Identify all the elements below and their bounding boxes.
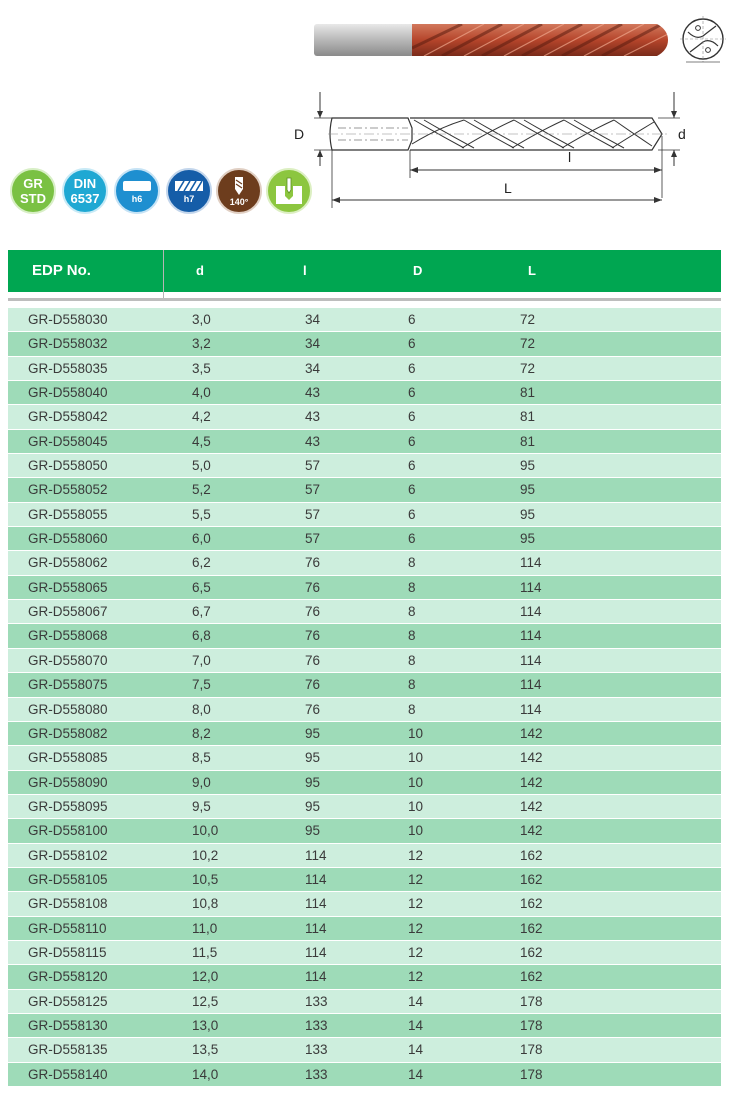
table-row <box>8 357 721 381</box>
cell-edp: GR-D558120 <box>28 969 108 985</box>
cell-l: 133 <box>305 1066 328 1082</box>
cell-L: 81 <box>520 385 536 401</box>
table-row <box>8 844 721 868</box>
cell-l: 95 <box>305 774 321 790</box>
table-body <box>8 308 721 1087</box>
cell-D: 8 <box>408 555 416 571</box>
cell-edp: GR-D558082 <box>28 725 108 741</box>
table-row <box>8 381 721 405</box>
h7-label: h7 <box>183 193 195 204</box>
cell-d: 4,5 <box>192 433 211 449</box>
cell-d: 5,2 <box>192 482 211 498</box>
cell-edp: GR-D558140 <box>28 1066 108 1082</box>
cell-d: 7,5 <box>192 677 211 693</box>
cell-L: 81 <box>520 433 536 449</box>
cell-edp: GR-D558105 <box>28 871 108 887</box>
cell-l: 57 <box>305 506 321 522</box>
cell-D: 10 <box>408 798 424 814</box>
cell-L: 95 <box>520 482 536 498</box>
cell-edp: GR-D558032 <box>28 336 108 352</box>
cell-L: 81 <box>520 409 536 425</box>
column-header-l: l <box>303 263 307 278</box>
cell-L: 142 <box>520 823 543 839</box>
cell-D: 6 <box>408 312 416 327</box>
cell-L: 178 <box>520 1066 543 1082</box>
drill-end-view-icon <box>678 14 728 66</box>
cell-D: 14 <box>408 1066 424 1082</box>
table-row <box>8 917 721 941</box>
cell-D: 6 <box>408 458 416 474</box>
cell-L: 162 <box>520 920 543 936</box>
din-line1: DIN <box>73 176 97 191</box>
shank-tolerance-h6-icon <box>114 168 160 214</box>
cell-l: 34 <box>305 336 321 352</box>
cell-L: 142 <box>520 725 543 741</box>
cell-l: 133 <box>305 1042 328 1058</box>
cell-D: 12 <box>408 896 424 912</box>
cell-l: 34 <box>305 312 321 327</box>
cell-l: 76 <box>305 701 321 717</box>
cell-D: 8 <box>408 604 416 620</box>
table-row <box>8 332 721 356</box>
table-row <box>8 576 721 600</box>
cell-d: 6,5 <box>192 579 211 595</box>
cell-D: 6 <box>408 360 416 376</box>
cell-edp: GR-D558110 <box>28 920 107 936</box>
cell-D: 10 <box>408 750 424 766</box>
cell-edp: GR-D558068 <box>28 628 108 644</box>
cell-edp: GR-D558052 <box>28 482 108 498</box>
table-row <box>8 722 721 746</box>
cell-edp: GR-D558040 <box>28 385 108 401</box>
cell-l: 43 <box>305 409 321 425</box>
table-row <box>8 698 721 722</box>
cell-L: 162 <box>520 944 543 960</box>
cell-d: 6,2 <box>192 555 211 571</box>
cell-edp: GR-D558100 <box>28 823 108 839</box>
cell-L: 114 <box>520 677 542 693</box>
dimension-label-d: d <box>678 126 686 142</box>
cell-d: 8,0 <box>192 701 211 717</box>
cell-l: 43 <box>305 433 321 449</box>
cell-D: 10 <box>408 725 424 741</box>
cell-d: 10,5 <box>192 871 219 887</box>
cell-L: 162 <box>520 969 543 985</box>
cell-d: 9,0 <box>192 774 211 790</box>
cell-edp: GR-D558042 <box>28 409 108 425</box>
fluted-body-shape-icon <box>174 179 204 193</box>
header-rule <box>8 298 721 301</box>
cell-edp: GR-D558125 <box>28 993 108 1009</box>
gr-std-badge-icon <box>10 168 56 214</box>
cell-L: 162 <box>520 871 543 887</box>
cell-d: 4,2 <box>192 409 211 425</box>
cell-D: 8 <box>408 652 416 668</box>
table-row <box>8 1063 721 1087</box>
cell-D: 12 <box>408 969 424 985</box>
table-row <box>8 478 721 502</box>
cell-l: 95 <box>305 798 321 814</box>
cell-d: 10,0 <box>192 823 219 839</box>
column-header-edp: EDP No. <box>32 262 91 279</box>
dimension-label-D: D <box>294 126 305 142</box>
cell-d: 5,5 <box>192 506 211 522</box>
cell-edp: GR-D558085 <box>28 750 108 766</box>
cell-D: 14 <box>408 993 424 1009</box>
cell-D: 12 <box>408 944 424 960</box>
point-angle-140-icon <box>216 168 262 214</box>
table-row <box>8 746 721 770</box>
cell-d: 11,0 <box>192 920 218 936</box>
cell-l: 76 <box>305 652 321 668</box>
cell-edp: GR-D558075 <box>28 677 108 693</box>
table-row <box>8 551 721 575</box>
cell-L: 114 <box>520 555 542 571</box>
cell-d: 10,8 <box>192 896 219 912</box>
table-row <box>8 892 721 916</box>
dimension-label-L: L <box>504 180 512 196</box>
cell-l: 114 <box>305 871 327 887</box>
cell-l: 133 <box>305 1017 328 1033</box>
gr-std-line2: STD <box>20 191 46 206</box>
cell-D: 8 <box>408 677 416 693</box>
cell-D: 6 <box>408 531 416 547</box>
cell-d: 12,0 <box>192 969 219 985</box>
cell-d: 7,0 <box>192 652 211 668</box>
column-header-d: d <box>196 263 204 278</box>
drill-product-image <box>312 18 672 62</box>
table-row <box>8 600 721 624</box>
cell-d: 13,5 <box>192 1042 219 1058</box>
angle-label: 140° <box>229 196 249 207</box>
table-row <box>8 503 721 527</box>
cell-L: 95 <box>520 458 536 474</box>
cell-l: 114 <box>305 920 327 936</box>
cell-D: 12 <box>408 847 424 863</box>
table-row <box>8 771 721 795</box>
cell-D: 6 <box>408 482 416 498</box>
cell-l: 57 <box>305 482 321 498</box>
cell-L: 114 <box>520 701 542 717</box>
table-row <box>8 673 721 697</box>
cell-l: 34 <box>305 360 321 376</box>
cell-edp: GR-D558045 <box>28 433 108 449</box>
cell-L: 114 <box>520 628 542 644</box>
cell-l: 114 <box>305 847 327 863</box>
cell-edp: GR-D558115 <box>28 944 107 960</box>
cell-l: 76 <box>305 604 321 620</box>
cell-edp: GR-D558030 <box>28 312 108 327</box>
cell-edp: GR-D558095 <box>28 798 108 814</box>
cell-D: 10 <box>408 774 424 790</box>
cell-l: 95 <box>305 823 321 839</box>
cell-L: 114 <box>520 604 542 620</box>
cell-L: 72 <box>520 360 536 376</box>
cell-L: 114 <box>520 579 542 595</box>
cell-d: 13,0 <box>192 1017 219 1033</box>
cell-d: 6,8 <box>192 628 211 644</box>
cell-d: 8,5 <box>192 750 211 766</box>
cell-edp: GR-D558055 <box>28 506 108 522</box>
cell-l: 76 <box>305 579 321 595</box>
cell-L: 72 <box>520 336 536 352</box>
cell-L: 72 <box>520 312 536 327</box>
cell-edp: GR-D558080 <box>28 701 108 717</box>
cell-L: 178 <box>520 993 543 1009</box>
h6-label: h6 <box>131 193 143 204</box>
table-row <box>8 430 721 454</box>
table-row <box>8 1038 721 1062</box>
cell-edp: GR-D558062 <box>28 555 108 571</box>
cell-edp: GR-D558135 <box>28 1042 108 1058</box>
din-6537-badge-icon <box>62 168 108 214</box>
cell-d: 5,0 <box>192 458 211 474</box>
cell-l: 57 <box>305 531 321 547</box>
cell-edp: GR-D558102 <box>28 847 108 863</box>
cell-d: 3,5 <box>192 360 211 376</box>
cell-D: 10 <box>408 823 424 839</box>
cell-L: 95 <box>520 531 536 547</box>
table-row <box>8 795 721 819</box>
table-row <box>8 941 721 965</box>
cell-l: 114 <box>305 969 327 985</box>
table-row <box>8 819 721 843</box>
cell-edp: GR-D558130 <box>28 1017 108 1033</box>
cell-edp: GR-D558065 <box>28 579 108 595</box>
drill-dimension-drawing <box>288 88 692 214</box>
table-row <box>8 649 721 673</box>
cell-D: 12 <box>408 871 424 887</box>
cell-L: 142 <box>520 750 543 766</box>
cell-d: 6,0 <box>192 531 211 547</box>
cell-d: 4,0 <box>192 385 211 401</box>
cell-l: 43 <box>305 385 321 401</box>
cell-d: 12,5 <box>192 993 219 1009</box>
cell-l: 76 <box>305 628 321 644</box>
cell-d: 3,2 <box>192 336 211 352</box>
cell-L: 142 <box>520 798 543 814</box>
cell-L: 162 <box>520 896 543 912</box>
column-header-D: D <box>413 263 423 278</box>
cell-l: 76 <box>305 677 321 693</box>
cell-D: 6 <box>408 336 416 352</box>
cell-L: 162 <box>520 847 543 863</box>
cell-l: 114 <box>305 944 327 960</box>
cell-l: 133 <box>305 993 328 1009</box>
cell-D: 8 <box>408 701 416 717</box>
cell-edp: GR-D558035 <box>28 360 108 376</box>
table-row <box>8 965 721 989</box>
table-row <box>8 405 721 429</box>
din-line2: 6537 <box>70 191 100 206</box>
cell-l: 57 <box>305 458 321 474</box>
header-divider <box>163 250 164 299</box>
cell-D: 8 <box>408 628 416 644</box>
cell-edp: GR-D558067 <box>28 604 108 620</box>
cell-l: 114 <box>305 896 327 912</box>
cell-D: 14 <box>408 1017 424 1033</box>
shank-shape-icon <box>122 179 152 193</box>
cell-D: 12 <box>408 920 424 936</box>
table-row <box>8 624 721 648</box>
cell-edp: GR-D558090 <box>28 774 108 790</box>
cell-D: 6 <box>408 409 416 425</box>
cell-l: 76 <box>305 555 321 571</box>
cell-l: 95 <box>305 750 321 766</box>
table-row <box>8 454 721 478</box>
cell-d: 8,2 <box>192 725 211 741</box>
table-row <box>8 990 721 1014</box>
table-row <box>8 1014 721 1038</box>
cell-l: 95 <box>305 725 321 741</box>
cell-d: 6,7 <box>192 604 211 620</box>
cell-D: 6 <box>408 433 416 449</box>
table-row <box>8 868 721 892</box>
cell-d: 11,5 <box>192 944 218 960</box>
cell-edp: GR-D558050 <box>28 458 108 474</box>
cell-D: 14 <box>408 1042 424 1058</box>
cell-L: 142 <box>520 774 543 790</box>
table-row <box>8 308 721 332</box>
cell-L: 178 <box>520 1042 543 1058</box>
cell-edp: GR-D558108 <box>28 896 108 912</box>
dimension-label-l: l <box>568 149 572 165</box>
cell-D: 6 <box>408 506 416 522</box>
cell-d: 14,0 <box>192 1066 219 1082</box>
column-header-L: L <box>528 263 536 278</box>
table-header <box>8 250 721 292</box>
diameter-tolerance-h7-icon <box>166 168 212 214</box>
cell-d: 3,0 <box>192 312 211 327</box>
cell-L: 114 <box>520 652 542 668</box>
cell-edp: GR-D558060 <box>28 531 108 547</box>
cell-d: 10,2 <box>192 847 219 863</box>
cell-D: 6 <box>408 385 416 401</box>
table-row <box>8 527 721 551</box>
cell-D: 8 <box>408 579 416 595</box>
cell-L: 95 <box>520 506 536 522</box>
cell-L: 178 <box>520 1017 543 1033</box>
cell-edp: GR-D558070 <box>28 652 108 668</box>
gr-std-line1: GR <box>23 176 43 191</box>
cell-d: 9,5 <box>192 798 211 814</box>
drill-tip-shape-icon <box>229 176 249 196</box>
blind-hole-application-icon <box>266 168 312 214</box>
